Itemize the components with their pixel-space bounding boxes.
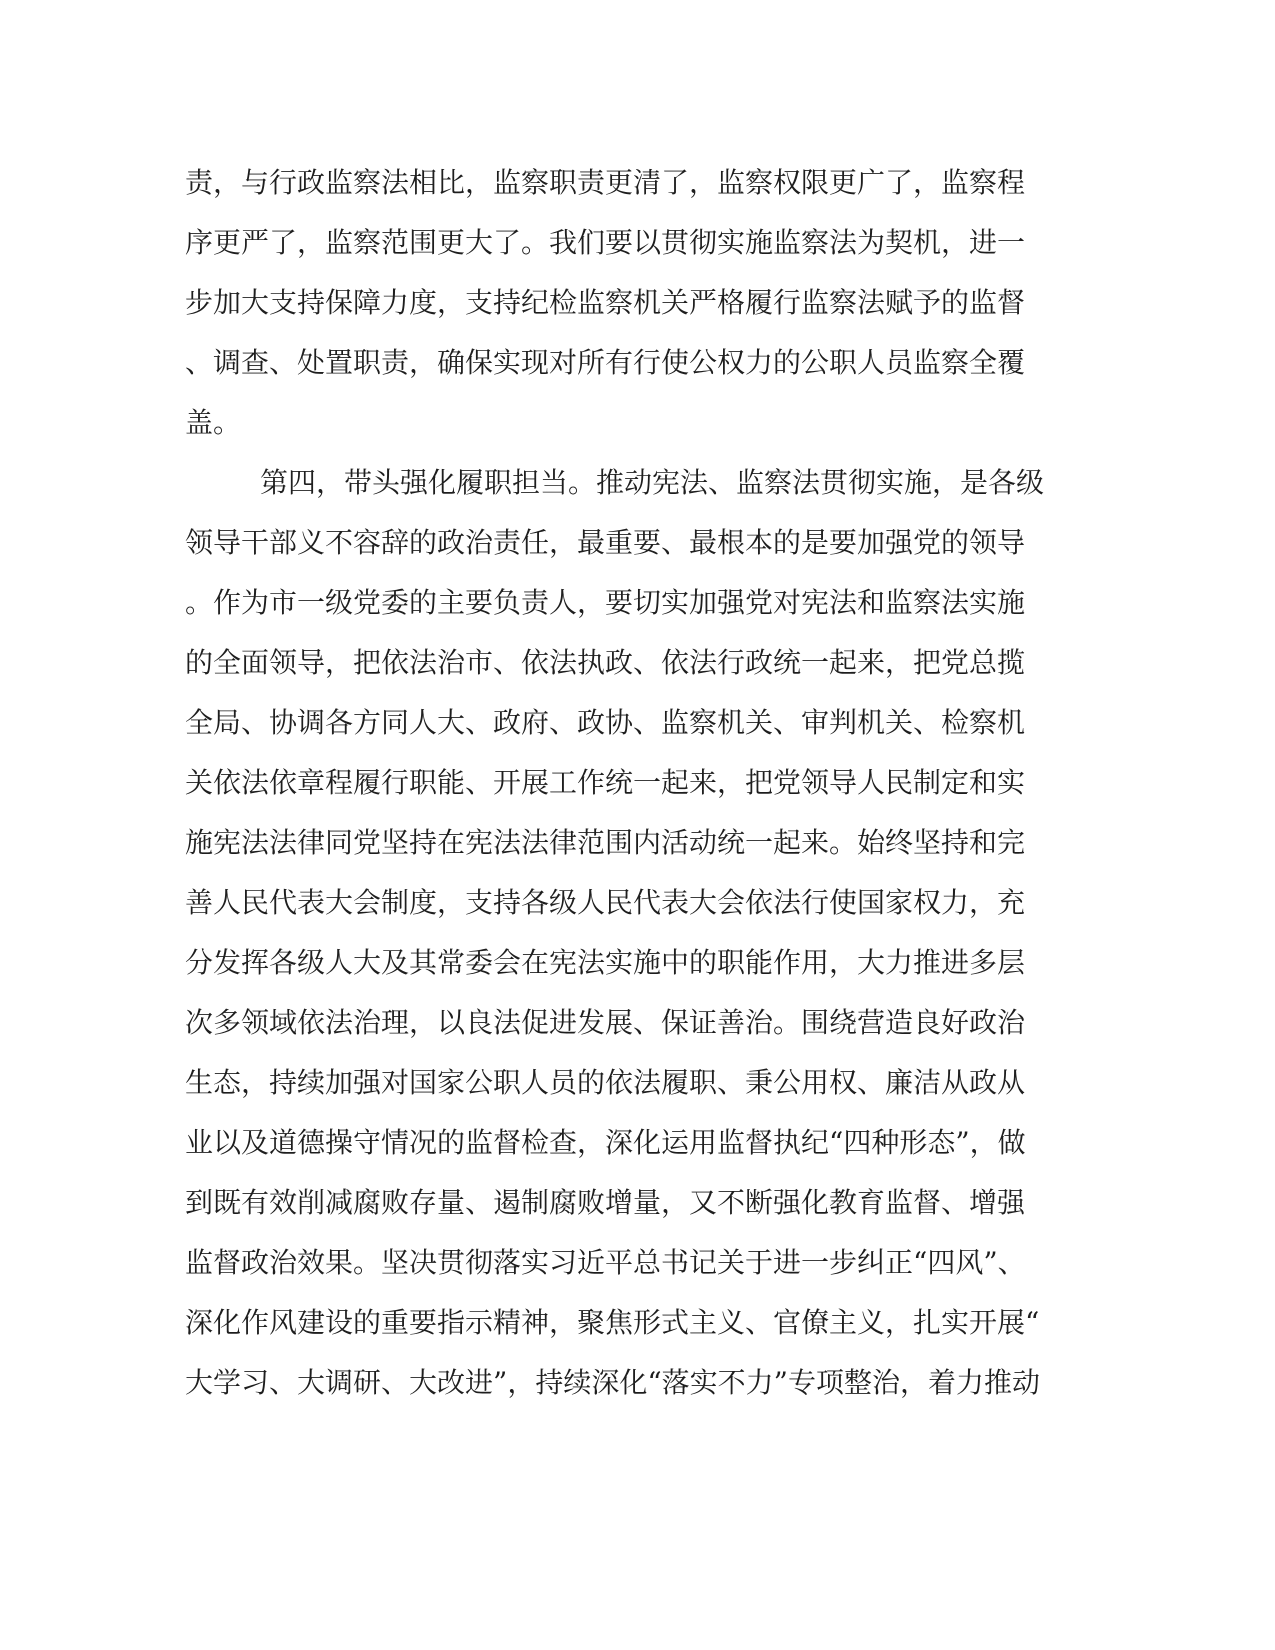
text-line: 的全面领导，把依法治市、依法执政、依法行政统一起来，把党总揽 [185, 646, 1026, 679]
text-line: 。作为市一级党委的主要负责人，要切实加强党对宪法和监察法实施 [185, 586, 1026, 619]
text-line: 盖。 [185, 406, 242, 439]
text-line: 到既有效削减腐败存量、遏制腐败增量，又不断强化教育监督、增强 [185, 1186, 1026, 1219]
text-line: 次多领域依法治理，以良法促进发展、保证善治。围绕营造良好政治 [185, 1006, 1026, 1039]
text-line: 、调查、处置职责，确保实现对所有行使公权力的公职人员监察全覆 [185, 346, 1026, 379]
text-line: 领导干部义不容辞的政治责任，最重要、最根本的是要加强党的领导 [185, 526, 1026, 559]
text-line: 业以及道德操守情况的监督检查，深化运用监督执纪“四种形态”，做 [185, 1126, 1026, 1159]
paragraph-first-line: 第四，带头强化履职担当。推动宪法、监察法贯彻实施，是各级 [260, 466, 1045, 499]
text-line: 深化作风建设的重要指示精神，聚焦形式主义、官僚主义，扎实开展“ [185, 1306, 1040, 1339]
text-line: 关依法依章程履行职能、开展工作统一起来，把党领导人民制定和实 [185, 766, 1026, 799]
text-line: 大学习、大调研、大改进”，持续深化“落实不力”专项整治，着力推动 [185, 1366, 1040, 1399]
text-line: 序更严了，监察范围更大了。我们要以贯彻实施监察法为契机，进一 [185, 226, 1026, 259]
text-line: 监督政治效果。坚决贯彻落实习近平总书记关于进一步纠正“四风”、 [185, 1246, 1026, 1279]
text-line: 分发挥各级人大及其常委会在宪法实施中的职能作用，大力推进多层 [185, 946, 1026, 979]
text-line: 全局、协调各方同人大、政府、政协、监察机关、审判机关、检察机 [185, 706, 1026, 739]
text-line: 生态，持续加强对国家公职人员的依法履职、秉公用权、廉洁从政从 [185, 1066, 1026, 1099]
text-line: 施宪法法律同党坚持在宪法法律范围内活动统一起来。始终坚持和完 [185, 826, 1026, 859]
text-line: 善人民代表大会制度，支持各级人民代表大会依法行使国家权力，充 [185, 886, 1026, 919]
text-line: 责，与行政监察法相比，监察职责更清了，监察权限更广了，监察程 [185, 166, 1026, 199]
document-body [185, 153, 1065, 1413]
text-line: 步加大支持保障力度，支持纪检监察机关严格履行监察法赋予的监督 [185, 286, 1026, 319]
